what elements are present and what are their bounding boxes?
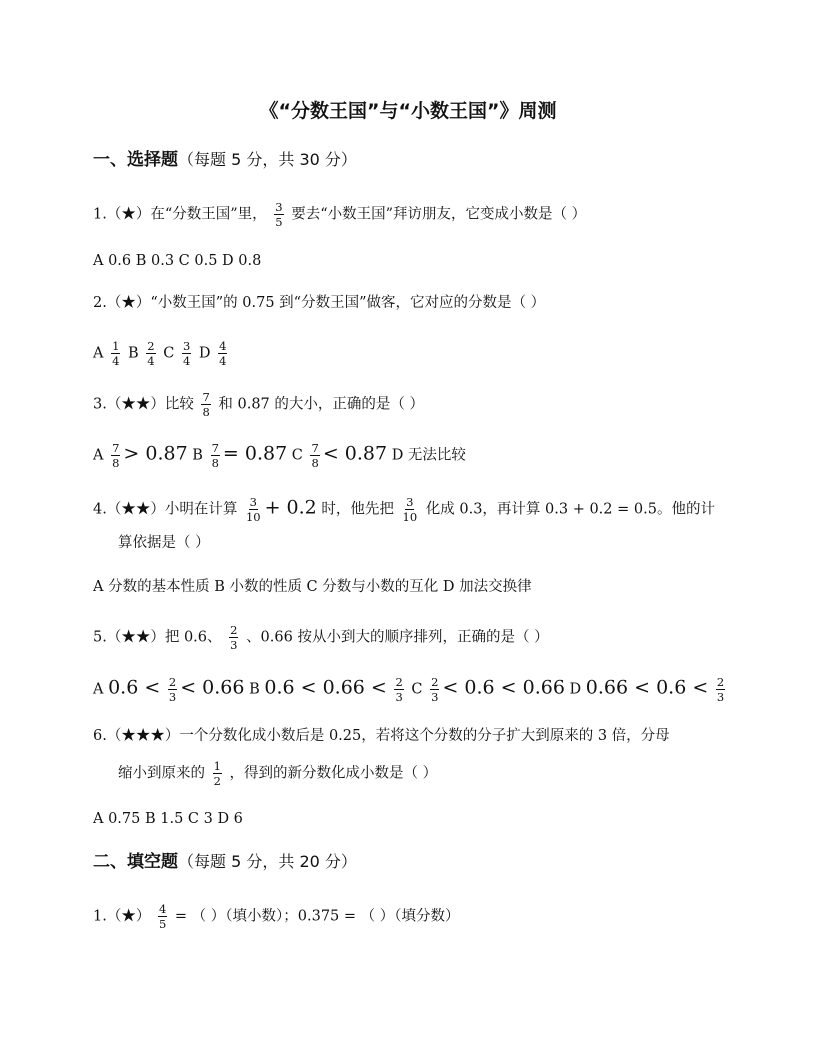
section-2-heading [93,851,357,873]
q4-line-2: 算依据是（ ） [118,535,210,551]
q5-text-b: 、0.66 按从小到大的顺序排列，正确的是（ ） [246,629,549,646]
q4-options: A 分数的基本性质 B 小数的性质 C 分数与小数的互化 D 加法交换律 [93,579,532,595]
q2-option-c-label: C [163,345,175,362]
section-1-note: （每题 5 分，共 30 分） [178,150,357,169]
q2-option-c-fraction: $\frac{3}{4}$ [182,339,191,368]
page-title: 《“分数王国”与“小数王国”》周测 [259,100,557,122]
q5-options [93,676,728,703]
q3-text-b: 和 0.87 的大小，正确的是（ ） [218,396,425,413]
q4-text-b: 时，他先把 [321,501,394,518]
q2-options [93,340,230,367]
q3-fraction: $\frac{7}{8}$ [202,390,210,419]
q4-text-a: 4.（★★）小明在计算 [93,501,238,518]
f1-text-b: = （ ）（填小数）；0.375 = （ ）（填分数） [174,908,460,925]
q3-option-c-relation: < 0.87 [322,442,388,465]
q5-option-a-part-2: < 0.66 [180,676,245,699]
q1-fraction: $\frac{3}{5}$ [275,200,283,229]
question-4 [93,496,715,523]
q5-option-c-fraction: $\frac{2}{3}$ [431,675,439,704]
q6-text-b: ，得到的新分数化成小数是（ ） [229,765,438,782]
q5-option-b-label: B [249,681,260,698]
q2-option-a-fraction: $\frac{1}{4}$ [112,339,120,368]
q3-option-c-fraction: $\frac{7}{8}$ [311,441,319,470]
q5-option-d-label: D [569,681,582,698]
q5-fraction: $\frac{2}{3}$ [230,623,238,652]
q5-option-b-fraction: $\frac{2}{3}$ [395,675,403,704]
q3-option-a-fraction: $\frac{7}{8}$ [112,441,120,470]
q3-options [93,442,466,469]
q5-option-a-label: A [93,681,104,698]
q6-text-a: 缩小到原来的 [118,765,205,782]
q5-option-a-part-1: 0.6 < [108,676,161,699]
q5-text-a: 5.（★★）把 0.6、 [93,629,222,646]
section-1-heading [93,149,357,171]
q3-text-a: 3.（★★）比较 [93,396,194,413]
f1-text-a: 1.（★） [93,908,151,925]
q5-option-a-fraction: $\frac{2}{3}$ [168,675,177,704]
q3-option-a-relation: > 0.87 [123,442,188,465]
q4-fraction-1: $\frac{3}{10}$ [245,495,261,524]
q4-fraction-2: $\frac{3}{10}$ [402,495,418,524]
q5-option-b-part-1: 0.6 < 0.66 < [264,676,387,699]
q6-options: A 0.75 B 1.5 C 3 D 6 [93,811,243,827]
q3-option-b-label: B [192,447,203,464]
q3-option-c-label: C [291,447,303,464]
q5-option-c-label: C [411,681,423,698]
question-3 [93,391,424,418]
q3-option-b-relation: = 0.87 [222,442,288,465]
q2-option-d-label: D [198,345,211,362]
question-2: 2.（★）“小数王国”的 0.75 到“分数王国”做客，它对应的分数是（ ） [93,295,546,311]
q2-option-d-fraction: $\frac{4}{4}$ [219,339,227,368]
q2-option-a-label: A [93,345,104,362]
q1-text-b: 要去“小数王国”拜访朋友，它变成小数是（ ） [291,206,587,223]
q6-fraction: $\frac{1}{2}$ [213,759,221,788]
section-1-title: 一、选择题 [93,150,178,170]
q6-line-2 [118,760,437,787]
q2-option-b-label: B [128,345,139,362]
q1-text-a: 1.（★）在“分数王国”里， [93,206,267,223]
q3-option-a-label: A [93,447,104,464]
q3-option-d: D 无法比较 [391,447,466,464]
question-1 [93,201,586,228]
f1-fraction: $\frac{4}{5}$ [158,902,167,931]
fill-question-1 [93,903,460,930]
q2-option-b-fraction: $\frac{2}{4}$ [147,339,155,368]
section-2-title: 二、填空题 [93,852,178,872]
q5-option-d-fraction: $\frac{2}{3}$ [716,675,725,704]
q4-text-c: 化成 0.3，再计算 0.3 + 0.2 = 0.5。他的计 [425,501,715,518]
q5-option-c-part-2: < 0.6 < 0.66 [442,676,565,699]
q3-option-b-fraction: $\frac{7}{8}$ [211,441,219,470]
question-5 [93,624,549,651]
q5-option-d-part-1: 0.66 < 0.6 < [585,676,709,699]
q4-plus-expr: + 0.2 [264,496,317,519]
section-2-note: （每题 5 分，共 20 分） [178,852,357,871]
question-6: 6.（★★★）一个分数化成小数后是 0.25，若将这个分数的分子扩大到原来的 3 倍，分母 [93,728,670,744]
q1-options: A 0.6 B 0.3 C 0.5 D 0.8 [93,253,262,269]
